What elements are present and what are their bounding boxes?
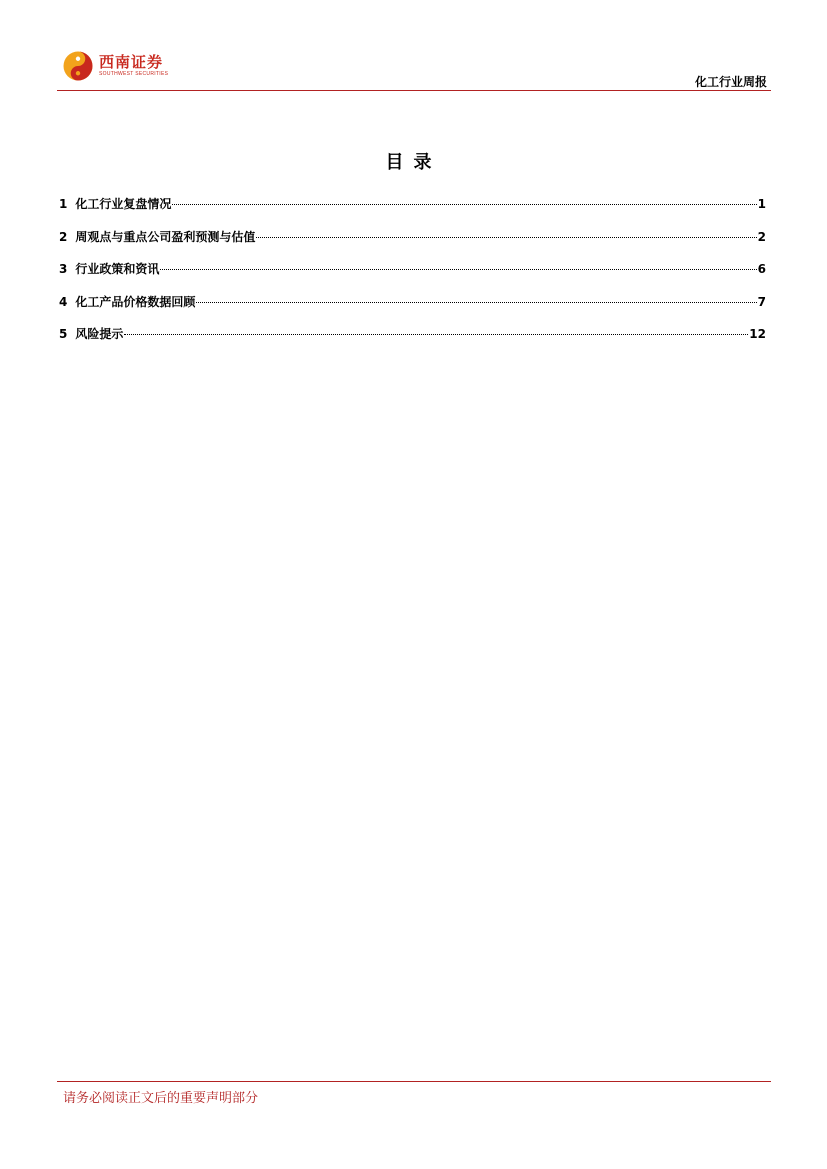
table-of-contents bbox=[59, 195, 766, 358]
toc-entry-label[interactable]: 周观点与重点公司盈利预测与估值 bbox=[75, 229, 256, 244]
toc-entry[interactable] bbox=[59, 293, 766, 326]
toc-entry-number: 3 bbox=[59, 262, 68, 276]
report-type-label: 化工行业周报 bbox=[694, 75, 767, 89]
toc-entry-number: 4 bbox=[59, 294, 68, 309]
toc-entry-page[interactable]: 12 bbox=[749, 327, 766, 341]
footer-divider bbox=[57, 1081, 771, 1082]
logo-emblem-icon bbox=[63, 51, 93, 81]
toc-entry[interactable] bbox=[59, 195, 766, 228]
toc-entry-label[interactable]: 化工行业复盘情况 bbox=[75, 197, 172, 211]
toc-dot-leader bbox=[172, 204, 756, 205]
toc-title: 目录 bbox=[385, 152, 442, 173]
logo-chinese-name: 西南证券 bbox=[99, 53, 164, 71]
toc-entry[interactable] bbox=[59, 325, 766, 358]
toc-entry-label[interactable]: 化工产品价格数据回顾 bbox=[75, 294, 196, 309]
toc-entry-number: 5 bbox=[59, 327, 68, 341]
toc-entry-number: 2 bbox=[59, 229, 68, 244]
page-header bbox=[57, 44, 771, 92]
toc-entry-label[interactable]: 行业政策和资讯 bbox=[75, 262, 160, 276]
toc-dot-leader bbox=[256, 237, 756, 238]
company-logo bbox=[63, 48, 168, 84]
toc-entry[interactable] bbox=[59, 228, 766, 261]
toc-entry-page[interactable]: 1 bbox=[757, 197, 766, 211]
toc-entry-page[interactable]: 6 bbox=[757, 262, 766, 276]
toc-dot-leader bbox=[124, 334, 748, 335]
logo-english-name: SOUTHWEST SECURITIES bbox=[99, 71, 169, 77]
toc-entry-number: 1 bbox=[59, 197, 68, 211]
toc-entry-page[interactable]: 7 bbox=[757, 294, 766, 309]
toc-entry-label[interactable]: 风险提示 bbox=[75, 327, 124, 341]
toc-entry[interactable] bbox=[59, 260, 766, 293]
toc-dot-leader bbox=[196, 302, 756, 303]
header-divider bbox=[57, 90, 771, 91]
toc-entry-page[interactable]: 2 bbox=[757, 229, 766, 244]
footer-disclaimer: 请务必阅读正文后的重要声明部分 bbox=[63, 1091, 259, 1106]
toc-dot-leader bbox=[160, 269, 756, 270]
